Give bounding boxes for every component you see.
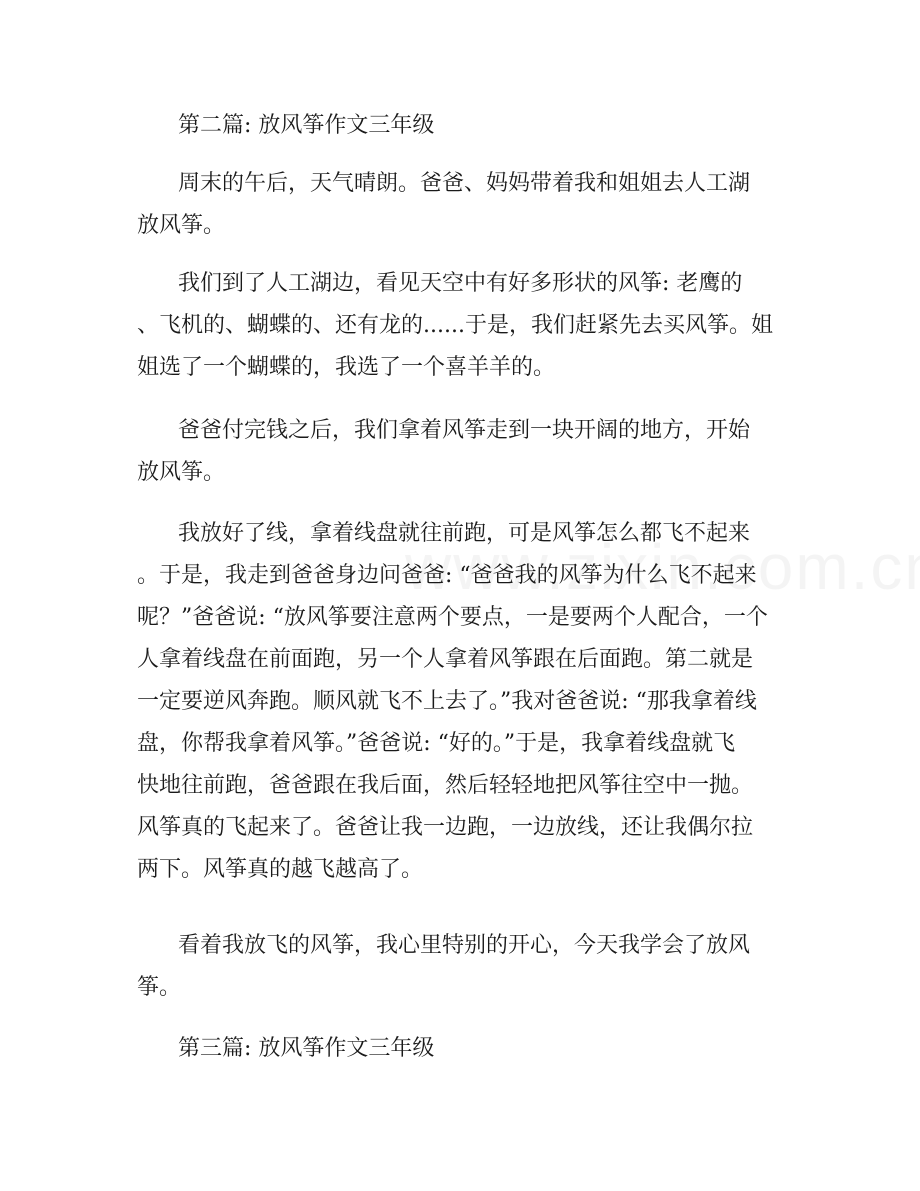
paragraph-line: 爸爸付完钱之后，我们拿着风筝走到一块开阔的地方，开始: [178, 418, 751, 443]
paragraph-line: 一定要逆风奔跑。顺风就飞不上去了。”我对爸爸说: “那我拿着线: [137, 689, 757, 714]
paragraph-line: 看着我放飞的风筝，我心里特别的开心，今天我学会了放风: [178, 933, 751, 958]
paragraph-5: [137, 925, 787, 1009]
paragraph-line: 周末的午后，天气晴朗。爸爸、妈妈带着我和姐姐去人工湖: [178, 171, 751, 196]
section-heading-3: 第三篇: 放风筝作文三年级: [178, 1036, 435, 1061]
paragraph-line: 盘，你帮我拿着风筝。”爸爸说: “好的。”于是，我拿着线盘就飞: [137, 731, 736, 756]
paragraph-2: [137, 263, 787, 389]
paragraph-line: 放风筝。: [137, 460, 226, 485]
paragraph-line: 风筝真的飞起来了。爸爸让我一边跑，一边放线，还让我偶尔拉: [137, 815, 754, 840]
paragraph-line: 两下。风筝真的越飞越高了。: [137, 857, 424, 882]
paragraph-4: [137, 513, 787, 891]
paragraph-line: 我放好了线，拿着线盘就往前跑，可是风筝怎么都飞不起来: [178, 521, 751, 546]
section-heading-2: 第二篇: 放风筝作文三年级: [178, 113, 435, 138]
paragraph-line: 。于是，我走到爸爸身边问爸爸: “爸爸我的风筝为什么飞不起来: [137, 563, 757, 588]
paragraph-line: 快地往前跑，爸爸跟在我后面，然后轻轻地把风筝往空中一抛。: [137, 773, 754, 798]
paragraph-line: 我们到了人工湖边，看见天空中有好多形状的风筝: 老鹰的: [178, 271, 743, 296]
paragraph-line: 筝。: [137, 975, 182, 1000]
paragraph-line: 放风筝。: [137, 213, 226, 238]
paragraph-line: 姐选了一个蝴蝶的，我选了一个喜羊羊的。: [137, 355, 556, 380]
paragraph-1: [137, 163, 787, 247]
paragraph-line: 人拿着线盘在前面跑，另一个人拿着风筝跟在后面跑。第二就是: [137, 647, 754, 672]
paragraph-3: [137, 410, 787, 494]
paragraph-line: 呢？”爸爸说: “放风筝要注意两个要点，一是要两个人配合，一个: [137, 605, 768, 630]
paragraph-line: 、飞机的、蝴蝶的、还有龙的......于是，我们赶紧先去买风筝。姐: [137, 313, 773, 338]
